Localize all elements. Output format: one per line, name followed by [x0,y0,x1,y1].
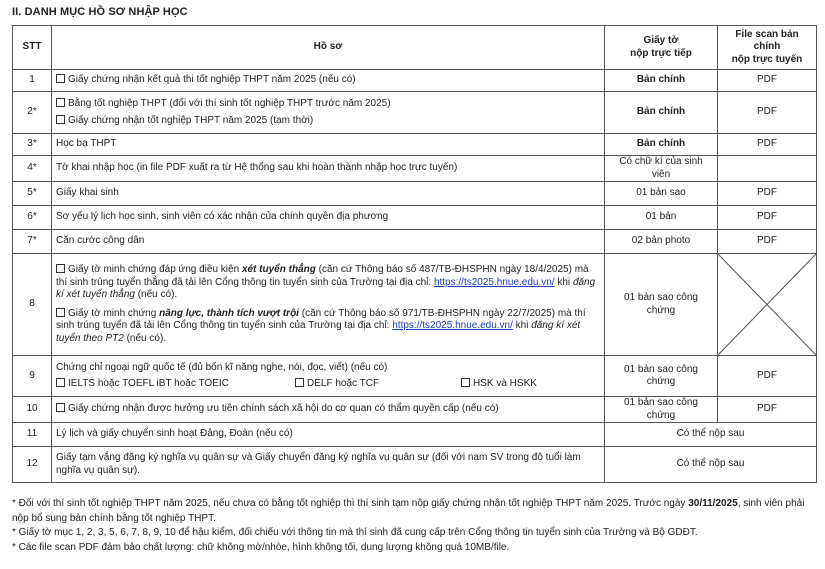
documents-table [12,25,817,483]
row-paper: 01 bản sao công chứng [605,397,718,423]
row-stt: 10 [13,397,52,423]
checkbox[interactable] [56,378,65,387]
footnote-1 [12,497,818,526]
row-doc [52,254,605,356]
header-file-line2: nộp trực tuyến [731,53,803,65]
header-file-line1: File scan bản chính [735,28,799,53]
row-file: PDF [718,92,817,134]
footnotes [12,497,818,555]
doc-italic: đăng kí xét tuyển thẳng [56,276,596,300]
row-stt: 8 [13,254,52,356]
doc-text: Giấy tờ minh chứng đáp ứng điều kiện [68,264,242,275]
row-paper: 01 bản sao công chứng [605,254,718,356]
row-doc: Giấy tạm vắng đăng ký nghĩa vụ quân sự và Giấy chuyển đăng ký nghĩa vụ quân sự (đối với nam SV trong độ tuổi làm nghĩa vụ quân sự). [52,447,605,483]
row-file: PDF [718,230,817,254]
table-row [13,397,817,423]
option-label: IELTS hoặc TOEFL iBT hoặc TOEIC [68,378,229,389]
checkbox[interactable] [56,308,65,317]
row-file: PDF [718,70,817,92]
footnote-3: * Các file scan PDF đảm bảo chất lượng: chữ không mờ/nhòe, hình không tối, dung lượng không quá 10MB/file. [12,541,510,553]
table-row [13,70,817,92]
table-row [13,206,817,230]
admission-portal-link[interactable]: https://ts2025.hnue.edu.vn/ [433,276,555,288]
doc-text: khi [512,320,532,331]
table-row [13,254,817,356]
doc-italic: đăng kí xét tuyển theo PT2 [56,320,581,344]
row-paper: Bản chính [605,70,718,92]
table-row [13,92,817,134]
row-merged-note: Có thể nộp sau [605,423,817,447]
row-doc [52,92,605,134]
row-doc [52,356,605,397]
footnote-text: , sinh viên phải nộp bổ sung bản chính bằng tốt nghiệp THPT. [12,498,805,524]
checkbox[interactable] [56,403,65,412]
row-file: PDF [718,356,817,397]
row-paper: Bản chính [605,92,718,134]
doc-text: khi [554,276,573,288]
doc-emphasis: năng lực, thành tích vượt trội [159,307,299,319]
table-row [13,230,817,254]
header-stt: STT [13,26,52,70]
row-file [718,156,817,182]
row-stt: 3* [13,134,52,156]
row-paper: 02 bản photo [605,230,718,254]
row-doc: Học bạ THPT [52,134,605,156]
row-stt: 12 [13,447,52,483]
row-stt: 2* [13,92,52,134]
doc-text: (nếu có). [123,332,167,344]
table-row [13,423,817,447]
row-file: PDF [718,206,817,230]
checkbox[interactable] [461,378,470,387]
row-doc [52,70,605,92]
checkbox[interactable] [295,378,304,387]
header-giay-to-line1: Giấy tờ [643,35,679,46]
cross-mark [718,254,816,355]
row-stt: 6* [13,206,52,230]
option-label: HSK và HSKK [473,378,537,389]
row-stt: 7* [13,230,52,254]
section-title: II. DANH MỤC HỒ SƠ NHẬP HỌC [12,6,188,18]
header-file [718,26,817,70]
row-stt: 9 [13,356,52,397]
doc-label: Chứng chỉ ngoại ngữ quốc tế (đủ bốn kĩ năng nghe, nói, đọc, viết) (nếu có) [56,361,388,373]
row-paper: 01 bản sao [605,182,718,206]
doc-text: (căn cứ Thông báo số 487/TB-ĐHSPHN ngày 18/4/2025) mà thí sinh trúng tuyển thẳng đã tải lên Cổng thông tin tuyển sinh của Trường tại địa chỉ: [56,264,589,288]
row-doc: Giấy khai sinh [52,182,605,206]
admission-portal-link[interactable]: https://ts2025.hnue.edu.vn/ [392,320,513,331]
table-row [13,182,817,206]
language-options [56,378,600,391]
doc-emphasis: xét tuyển thẳng [241,264,316,275]
row-paper: Bản chính [605,134,718,156]
header-row [13,26,817,70]
row-paper: Có chữ kí của sinh viên [605,156,718,182]
doc-text: (nếu có). [134,289,178,300]
deadline-date: 30/11/2025 [688,498,738,509]
table-row [13,156,817,182]
row-file: PDF [718,397,817,423]
row-doc: Sơ yếu lý lịch học sinh, sinh viên có xác nhận của chính quyền địa phương [52,206,605,230]
row-stt: 5* [13,182,52,206]
row-stt: 1 [13,70,52,92]
row-doc: Lý lịch và giấy chuyển sinh hoạt Đảng, Đoàn (nếu có) [52,423,605,447]
header-giay-to [605,26,718,70]
option-label: DELF hoặc TCF [307,378,380,389]
table-row [13,134,817,156]
doc-label: Giấy chứng nhận tốt nghiệp THPT năm 2025 (tạm thời) [68,114,314,126]
row-stt: 4* [13,156,52,182]
footnote-2: * Giấy tờ mục 1, 2, 3, 5, 6, 7, 8, 9, 10 để hậu kiểm, đối chiếu với thông tin mà thí sinh đã cung cấp trên Cổng thông tin tuyển sinh của Trường và Bộ GDĐT. [12,527,698,538]
doc-text: Giấy tờ minh chứng [68,307,160,319]
row-stt: 11 [13,423,52,447]
checkbox[interactable] [56,74,65,83]
doc-label: Bằng tốt nghiệp THPT (đối với thí sinh tốt nghiệp THPT trước năm 2025) [68,98,391,109]
header-giay-to-line2: nộp trực tiếp [630,47,692,59]
table-row [13,356,817,397]
crossed-out-cell [718,254,817,356]
checkbox[interactable] [56,98,65,107]
table-row [13,447,817,483]
header-ho-so: Hồ sơ [52,26,605,70]
row-merged-note: Có thể nộp sau [605,447,817,483]
row-doc: Tờ khai nhập học (in file PDF xuất ra từ Hệ thống sau khi hoàn thành nhập học trực tuyến) [52,156,605,182]
doc-text: (căn cứ Thông báo số 971/TB-ĐHSPHN ngày 22/7/2025) mà thí sinh trúng tuyển đã tải lên Cổng thông tin tuyển sinh của Trường tại địa chỉ: [56,307,586,331]
row-doc: Căn cước công dân [52,230,605,254]
row-file: PDF [718,182,817,206]
checkbox[interactable] [56,264,65,273]
row-paper: 01 bản sao công chứng [605,356,718,397]
checkbox[interactable] [56,115,65,124]
doc-label: Giấy chứng nhận được hưởng ưu tiên chính sách xã hội do cơ quan có thẩm quyền cấp (nếu có) [68,403,499,415]
row-paper: 01 bản [605,206,718,230]
row-doc [52,397,605,423]
footnote-text: * Đối với thí sinh tốt nghiệp THPT năm 2025, nếu chưa có bằng tốt nghiệp thì thí sinh tạm nộp giấy chứng nhận tốt nghiệp THPT năm 2025. Trước ngày [12,498,689,509]
doc-label: Giấy chứng nhận kết quả thi tốt nghiệp THPT năm 2025 (nếu có) [68,74,356,86]
row-file: PDF [718,134,817,156]
